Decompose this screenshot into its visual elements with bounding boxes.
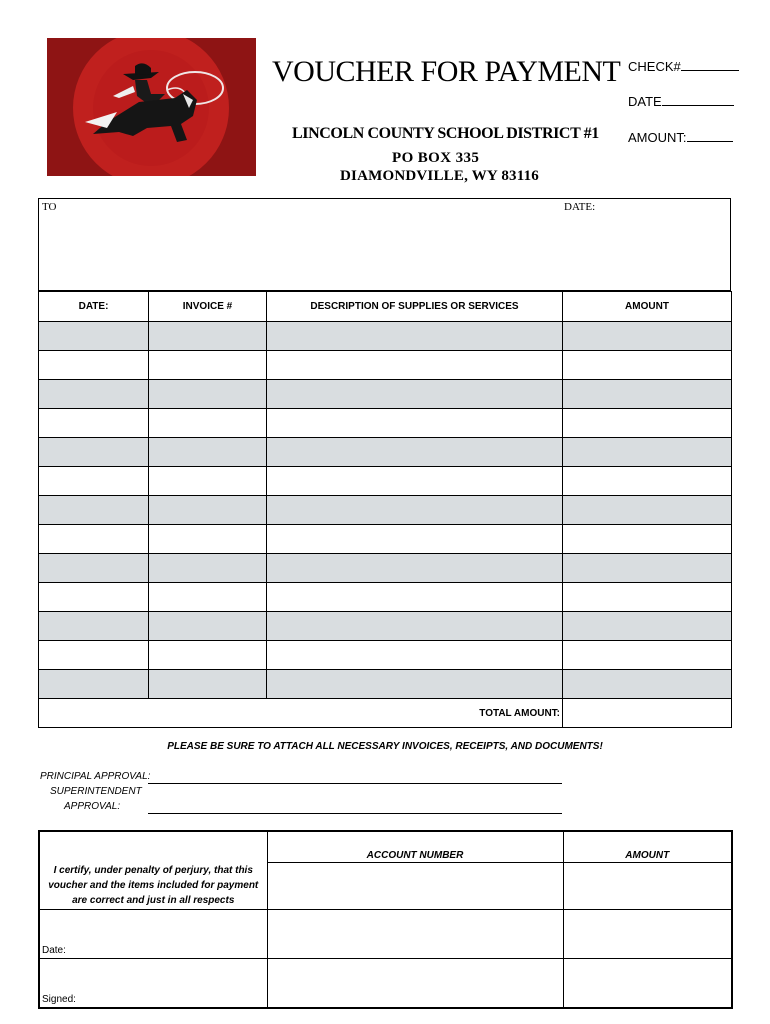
certify-date-label: Date: [42, 945, 66, 956]
account-amount-cell[interactable] [563, 959, 732, 1009]
item-description-cell[interactable] [267, 554, 563, 583]
total-row [39, 699, 732, 728]
principal-approval-label: PRINCIPAL APPROVAL: [40, 771, 151, 782]
item-description-cell[interactable] [267, 496, 563, 525]
header-date-field[interactable] [628, 93, 734, 109]
col-header-date: DATE: [39, 292, 149, 322]
account-number-cell[interactable] [267, 910, 563, 959]
item-invoice-cell[interactable] [149, 525, 267, 554]
address-po-box: PO BOX 335 [392, 150, 480, 166]
item-date-cell[interactable] [39, 409, 149, 438]
item-row [39, 670, 732, 699]
items-table [38, 291, 732, 728]
header-amount-field[interactable] [628, 129, 733, 145]
item-row [39, 409, 732, 438]
item-date-cell[interactable] [39, 467, 149, 496]
cowboy-on-horse-with-lasso-logo-icon [47, 38, 256, 176]
item-amount-cell[interactable] [563, 380, 732, 409]
account-row [39, 959, 732, 1009]
item-date-cell[interactable] [39, 322, 149, 351]
header-date-line[interactable] [662, 93, 734, 106]
col-header-invoice: INVOICE # [149, 292, 267, 322]
item-invoice-cell[interactable] [149, 467, 267, 496]
certify-signed-label: Signed: [42, 994, 76, 1005]
superintendent-approval-line[interactable] [148, 813, 562, 814]
certify-statement: I certify, under penalty of perjury, that this voucher and the items included for payment are correct and just in all respects [39, 863, 267, 910]
item-description-cell[interactable] [267, 409, 563, 438]
certify-date-cell[interactable] [39, 910, 267, 959]
superintendent-label: SUPERINTENDENT [50, 786, 142, 797]
item-row [39, 525, 732, 554]
item-row [39, 322, 732, 351]
district-logo [47, 38, 256, 176]
total-amount-label: TOTAL AMOUNT: [39, 699, 563, 728]
item-amount-cell[interactable] [563, 554, 732, 583]
item-amount-cell[interactable] [563, 641, 732, 670]
header-amount-line[interactable] [687, 129, 733, 142]
district-name: LINCOLN COUNTY SCHOOL DISTRICT #1 [292, 125, 599, 142]
item-row [39, 554, 732, 583]
item-description-cell[interactable] [267, 438, 563, 467]
account-amount-cell[interactable] [563, 863, 732, 910]
col-header-account-amount: AMOUNT [563, 831, 732, 863]
item-invoice-cell[interactable] [149, 496, 267, 525]
col-header-description: DESCRIPTION OF SUPPLIES OR SERVICES [267, 292, 563, 322]
item-date-cell[interactable] [39, 438, 149, 467]
item-description-cell[interactable] [267, 612, 563, 641]
item-date-cell[interactable] [39, 583, 149, 612]
item-row [39, 612, 732, 641]
principal-approval-line[interactable] [148, 783, 562, 784]
account-table [38, 830, 733, 1009]
item-description-cell[interactable] [267, 525, 563, 554]
col-header-account-number: ACCOUNT NUMBER [267, 831, 563, 863]
account-number-cell[interactable] [267, 959, 563, 1009]
item-invoice-cell[interactable] [149, 612, 267, 641]
item-invoice-cell[interactable] [149, 554, 267, 583]
item-amount-cell[interactable] [563, 583, 732, 612]
item-description-cell[interactable] [267, 583, 563, 612]
account-amount-cell[interactable] [563, 910, 732, 959]
check-number-field[interactable] [628, 58, 739, 74]
superintendent-approval-label: APPROVAL: [64, 801, 121, 812]
item-description-cell[interactable] [267, 467, 563, 496]
item-row [39, 641, 732, 670]
account-row [39, 910, 732, 959]
item-amount-cell[interactable] [563, 670, 732, 699]
item-description-cell[interactable] [267, 380, 563, 409]
item-amount-cell[interactable] [563, 322, 732, 351]
item-row [39, 438, 732, 467]
item-row [39, 351, 732, 380]
account-header-row [39, 831, 732, 863]
total-amount-cell[interactable] [563, 699, 732, 728]
item-row [39, 380, 732, 409]
payee-box[interactable] [38, 198, 731, 291]
item-date-cell[interactable] [39, 612, 149, 641]
item-amount-cell[interactable] [563, 467, 732, 496]
item-invoice-cell[interactable] [149, 380, 267, 409]
item-invoice-cell[interactable] [149, 409, 267, 438]
payee-date-label: DATE: [564, 201, 596, 213]
item-description-cell[interactable] [267, 351, 563, 380]
header-date-label: DATE [628, 94, 662, 109]
item-date-cell[interactable] [39, 496, 149, 525]
check-number-label: CHECK# [628, 59, 681, 74]
item-amount-cell[interactable] [563, 612, 732, 641]
voucher-title: VOUCHER FOR PAYMENT [272, 55, 621, 88]
certify-header-cell [39, 831, 267, 863]
item-amount-cell[interactable] [563, 496, 732, 525]
item-row [39, 496, 732, 525]
item-invoice-cell[interactable] [149, 351, 267, 380]
item-description-cell[interactable] [267, 322, 563, 351]
payee-to-label: TO [42, 201, 57, 213]
col-header-amount: AMOUNT [563, 292, 732, 322]
item-amount-cell[interactable] [563, 351, 732, 380]
items-body [39, 322, 732, 699]
certify-signed-cell[interactable] [39, 959, 267, 1009]
item-amount-cell[interactable] [563, 525, 732, 554]
item-invoice-cell[interactable] [149, 583, 267, 612]
items-header-row [39, 292, 732, 322]
header-amount-label: AMOUNT: [628, 130, 687, 145]
check-number-line[interactable] [681, 58, 739, 71]
attachment-notice: PLEASE BE SURE TO ATTACH ALL NECESSARY INVOICES, RECEIPTS, AND DOCUMENTS! [167, 741, 603, 752]
item-amount-cell[interactable] [563, 438, 732, 467]
item-date-cell[interactable] [39, 525, 149, 554]
item-date-cell[interactable] [39, 670, 149, 699]
item-invoice-cell[interactable] [149, 641, 267, 670]
item-invoice-cell[interactable] [149, 670, 267, 699]
item-row [39, 583, 732, 612]
item-date-cell[interactable] [39, 380, 149, 409]
item-row [39, 467, 732, 496]
item-date-cell[interactable] [39, 554, 149, 583]
item-amount-cell[interactable] [563, 409, 732, 438]
item-invoice-cell[interactable] [149, 322, 267, 351]
address-city: DIAMONDVILLE, WY 83116 [340, 168, 540, 184]
account-row [39, 863, 732, 910]
item-description-cell[interactable] [267, 670, 563, 699]
item-description-cell[interactable] [267, 641, 563, 670]
account-number-cell[interactable] [267, 863, 563, 910]
item-invoice-cell[interactable] [149, 438, 267, 467]
item-date-cell[interactable] [39, 641, 149, 670]
item-date-cell[interactable] [39, 351, 149, 380]
